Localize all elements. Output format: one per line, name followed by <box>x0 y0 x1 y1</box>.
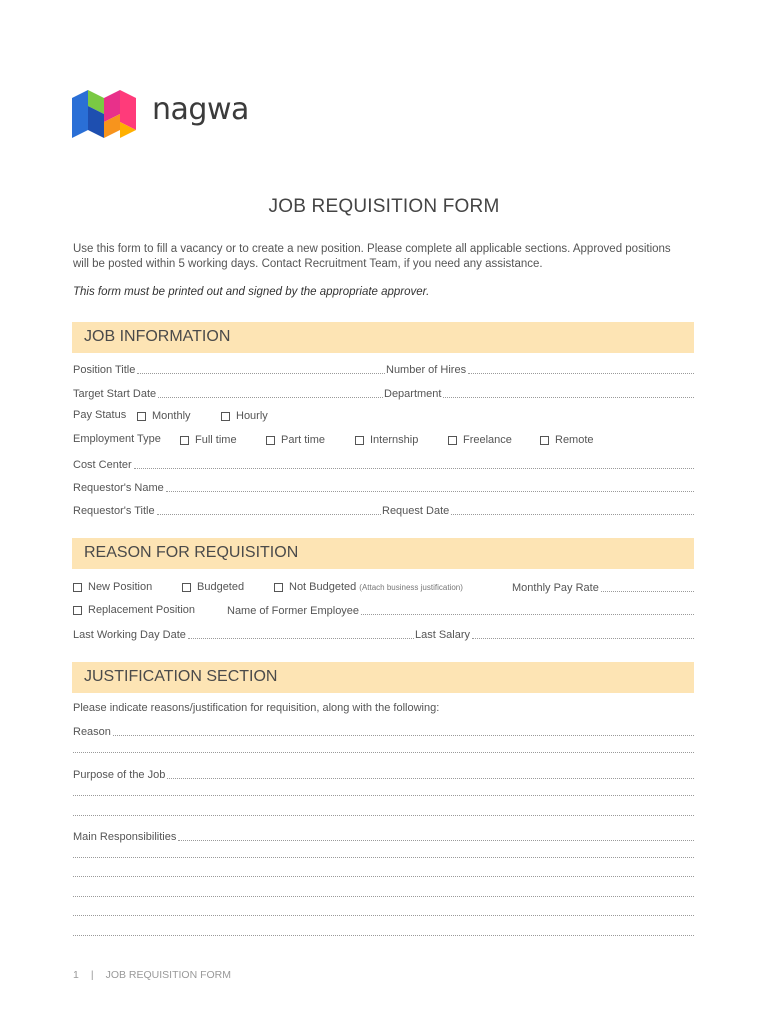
field-label: Purpose of the Job <box>73 769 166 781</box>
field-label: Position Title <box>73 364 136 376</box>
not-budgeted-checkbox[interactable] <box>274 581 463 593</box>
reason-field[interactable] <box>73 723 694 739</box>
requestor-title-field[interactable] <box>73 502 381 518</box>
responsibilities-extra-line[interactable] <box>73 857 694 858</box>
row-responsibilities <box>73 828 694 844</box>
checkbox-label: Freelance <box>463 434 512 446</box>
replacement-position-checkbox[interactable] <box>73 604 195 616</box>
row-last-working <box>73 626 694 642</box>
nagwa-logo-icon <box>72 86 136 138</box>
purpose-extra-line[interactable] <box>73 815 694 816</box>
field-label: Last Working Day Date <box>73 629 186 641</box>
row-employment-type <box>73 432 694 448</box>
reason-extra-line[interactable] <box>73 752 694 753</box>
employment-parttime-checkbox[interactable] <box>266 434 325 446</box>
section-reason <box>72 538 694 569</box>
print-note: This form must be printed out and signed by the appropriate approver. <box>73 286 430 298</box>
instruction-text: Please indicate reasons/justification for requisition, along with the following: <box>73 702 440 714</box>
target-start-date-field[interactable] <box>73 385 383 401</box>
field-label: Cost Center <box>73 459 132 471</box>
justification-instruction <box>73 702 694 718</box>
row-position <box>73 361 694 377</box>
field-label: Monthly Pay Rate <box>512 582 599 594</box>
purpose-field[interactable] <box>73 766 694 782</box>
field-label: Number of Hires <box>386 364 467 376</box>
field-label: Last Salary <box>415 629 471 641</box>
row-reason <box>73 723 694 739</box>
pay-status-label: Pay Status <box>73 409 127 421</box>
row-requestor-name <box>73 479 694 495</box>
row-cost-center <box>73 456 694 472</box>
responsibilities-extra-line[interactable] <box>73 896 694 897</box>
field-label: Requestor's Name <box>73 482 164 494</box>
employment-internship-checkbox[interactable] <box>355 434 418 446</box>
former-employee-field[interactable] <box>227 602 694 618</box>
section-heading: JOB INFORMATION <box>84 328 231 345</box>
employment-remote-checkbox[interactable] <box>540 434 594 446</box>
checkbox-label: New Position <box>88 581 153 593</box>
field-label: Main Responsibilities <box>73 831 177 843</box>
department-field[interactable] <box>384 385 694 401</box>
row-budget <box>73 579 694 595</box>
field-label: Reason <box>73 726 111 738</box>
employment-fulltime-checkbox[interactable] <box>180 434 237 446</box>
new-position-checkbox[interactable] <box>73 581 152 593</box>
footer-label: JOB REQUISITION FORM <box>105 969 231 981</box>
checkbox-label: Not Budgeted <box>289 581 357 593</box>
pay-hourly-checkbox[interactable] <box>221 410 268 422</box>
checkbox-label: Replacement Position <box>88 604 196 616</box>
row-requestor-title <box>73 502 694 518</box>
responsibilities-extra-line[interactable] <box>73 876 694 877</box>
row-start-date <box>73 385 694 401</box>
checkbox-label: Full time <box>195 434 237 446</box>
pay-monthly-checkbox[interactable] <box>137 410 191 422</box>
footer-separator: | <box>90 969 94 981</box>
row-pay-status <box>73 408 694 424</box>
intro-text: Use this form to fill a vacancy or to create a new position. Please complete all applicable sections. Approved positions will be posted within 5 working days. Contact Recruitment Team, if you need any assistance. <box>73 243 671 270</box>
monthly-pay-rate-field[interactable] <box>512 579 694 595</box>
requestor-name-field[interactable] <box>73 479 694 495</box>
checkbox-label: Monthly <box>152 410 191 422</box>
field-label: Request Date <box>382 505 450 517</box>
row-replacement <box>73 602 694 618</box>
checkbox-label: Remote <box>555 434 594 446</box>
field-label: Name of Former Employee <box>227 605 360 617</box>
last-salary-field[interactable] <box>415 626 694 642</box>
brand-name: nagwa <box>152 92 249 127</box>
position-title-field[interactable] <box>73 361 385 377</box>
request-date-field[interactable] <box>382 502 694 518</box>
field-label: Department <box>384 388 442 400</box>
purpose-extra-line[interactable] <box>73 795 694 796</box>
checkbox-label: Internship <box>370 434 419 446</box>
page-title: JOB REQUISITION FORM <box>268 196 500 217</box>
row-purpose <box>73 766 694 782</box>
responsibilities-field[interactable] <box>73 828 694 844</box>
section-justification <box>72 662 694 693</box>
section-heading: JUSTIFICATION SECTION <box>84 668 278 685</box>
responsibilities-extra-line[interactable] <box>73 935 694 936</box>
last-working-day-field[interactable] <box>73 626 414 642</box>
budgeted-checkbox[interactable] <box>182 581 244 593</box>
employment-freelance-checkbox[interactable] <box>448 434 512 446</box>
footer <box>73 969 231 981</box>
checkbox-label: Hourly <box>236 410 268 422</box>
checkbox-label: Budgeted <box>197 581 245 593</box>
cost-center-field[interactable] <box>73 456 694 472</box>
field-label: Requestor's Title <box>73 505 155 517</box>
checkbox-label: Part time <box>281 434 326 446</box>
not-budgeted-note: (Attach business justification) <box>359 582 463 592</box>
page-number: 1 <box>73 969 79 981</box>
section-job-information <box>72 322 694 353</box>
number-of-hires-field[interactable] <box>386 361 694 377</box>
section-heading: REASON FOR REQUISITION <box>84 544 299 561</box>
responsibilities-extra-line[interactable] <box>73 915 694 916</box>
employment-type-label: Employment Type <box>73 433 161 445</box>
field-label: Target Start Date <box>73 388 157 400</box>
